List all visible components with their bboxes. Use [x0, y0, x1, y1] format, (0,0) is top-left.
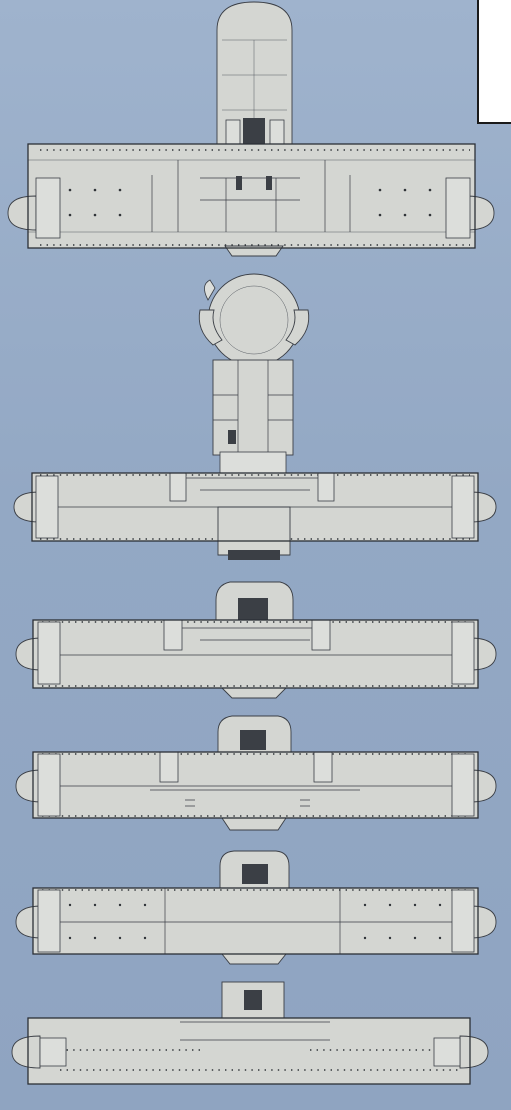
- apse-left: [12, 1036, 40, 1068]
- main-block: [33, 888, 478, 954]
- rear-wing: [213, 360, 293, 455]
- main-block: [28, 144, 475, 248]
- plan-level-1: [8, 2, 494, 256]
- apse-left: [8, 196, 36, 230]
- rotunda: [208, 274, 300, 366]
- plan-level-4: [16, 716, 496, 830]
- plan-level-5: [16, 851, 496, 964]
- plan-level-6: [12, 982, 488, 1084]
- plan-level-2: [14, 274, 496, 560]
- plan-level-3: [16, 582, 496, 698]
- paper-corner: [477, 0, 511, 124]
- front-portico: [218, 507, 290, 555]
- front-bay: [222, 688, 286, 698]
- front-bay: [222, 954, 286, 964]
- main-block: [33, 752, 478, 818]
- front-bay: [222, 818, 286, 830]
- main-block: [28, 1018, 470, 1084]
- apse-right: [460, 1036, 488, 1068]
- main-block: [33, 620, 478, 688]
